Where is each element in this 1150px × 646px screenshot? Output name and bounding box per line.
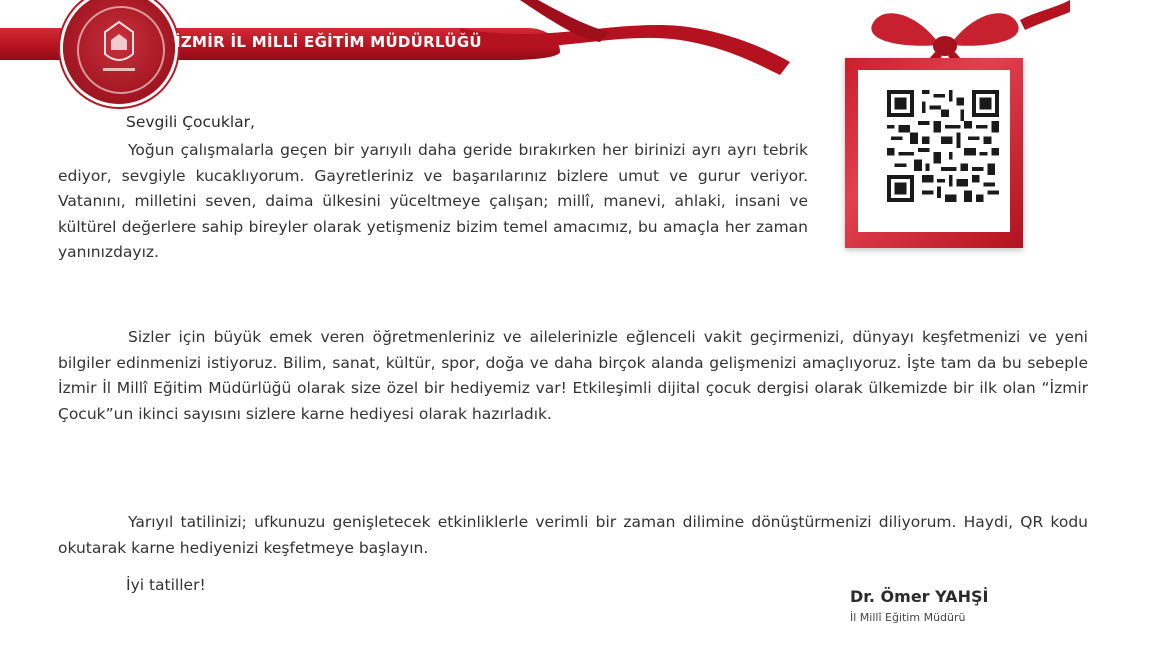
letter-paragraph-1: Yoğun çalışmalarla geçen bir yarıyılı daha geride bırakırken her birinizi ayrı ayrı tebrik ediyor, sevgiyle kucaklıyorum. Gayretleriniz ve başarılarınız bizlere umut ve gurur veriyor. Vatanını, milletini seven, daima ülkesini yüceltmeye çalışan; millî, manevi, ahlaki, insani ve kültürel değerlere sahip bireyler olarak yetişmeniz bizim temel amacımız, bu amaçla her zaman yanınızdayız. — [58, 141, 808, 261]
letter-paragraph-3: Yarıyıl tatilinizi; ufkunuzu genişletecek etkinliklerle verimli bir zaman dilimine dönüştürmenizi diliyorum. Haydi, QR kodu okutarak karne hediyenizi keşfetmeye başlayın. — [58, 513, 1088, 557]
signature-title: İl Millî Eğitim Müdürü — [850, 611, 966, 624]
signature-name: Dr. Ömer YAHŞİ — [850, 587, 989, 606]
letter-closing: İyi tatiller! — [126, 576, 206, 594]
institution-title: İZMİR İL MİLLİ EĞİTİM MÜDÜRLÜĞÜ — [175, 33, 482, 51]
letter-greeting: Sevgili Çocuklar, — [126, 113, 255, 131]
ministry-seal-icon — [63, 0, 175, 104]
letter-paragraph-2: Sizler için büyük emek veren öğretmenleriniz ve ailelerinizle eğlenceli vakit geçirmenizi, dünyayı keşfetmenizi ve yeni bilgiler edinmenizi istiyoruz. Bilim, sanat, kültür, spor, doğa ve daha birçok alanda gelişmenizi amaçlıyoruz. İşte tam da bu sebeple İzmir İl Millî Eğitim Müdürlüğü olarak size özel bir hediyemiz var! Etkileşimli dijital çocuk dergisi olarak ülkemizde bir ilk olan “İzmir Çocuk”un ikinci sayısını sizlere karne hediyesi olarak hazırladık. — [58, 328, 1088, 423]
decorative-ribbon-icon — [460, 0, 880, 80]
qr-code-icon[interactable] — [887, 90, 999, 202]
